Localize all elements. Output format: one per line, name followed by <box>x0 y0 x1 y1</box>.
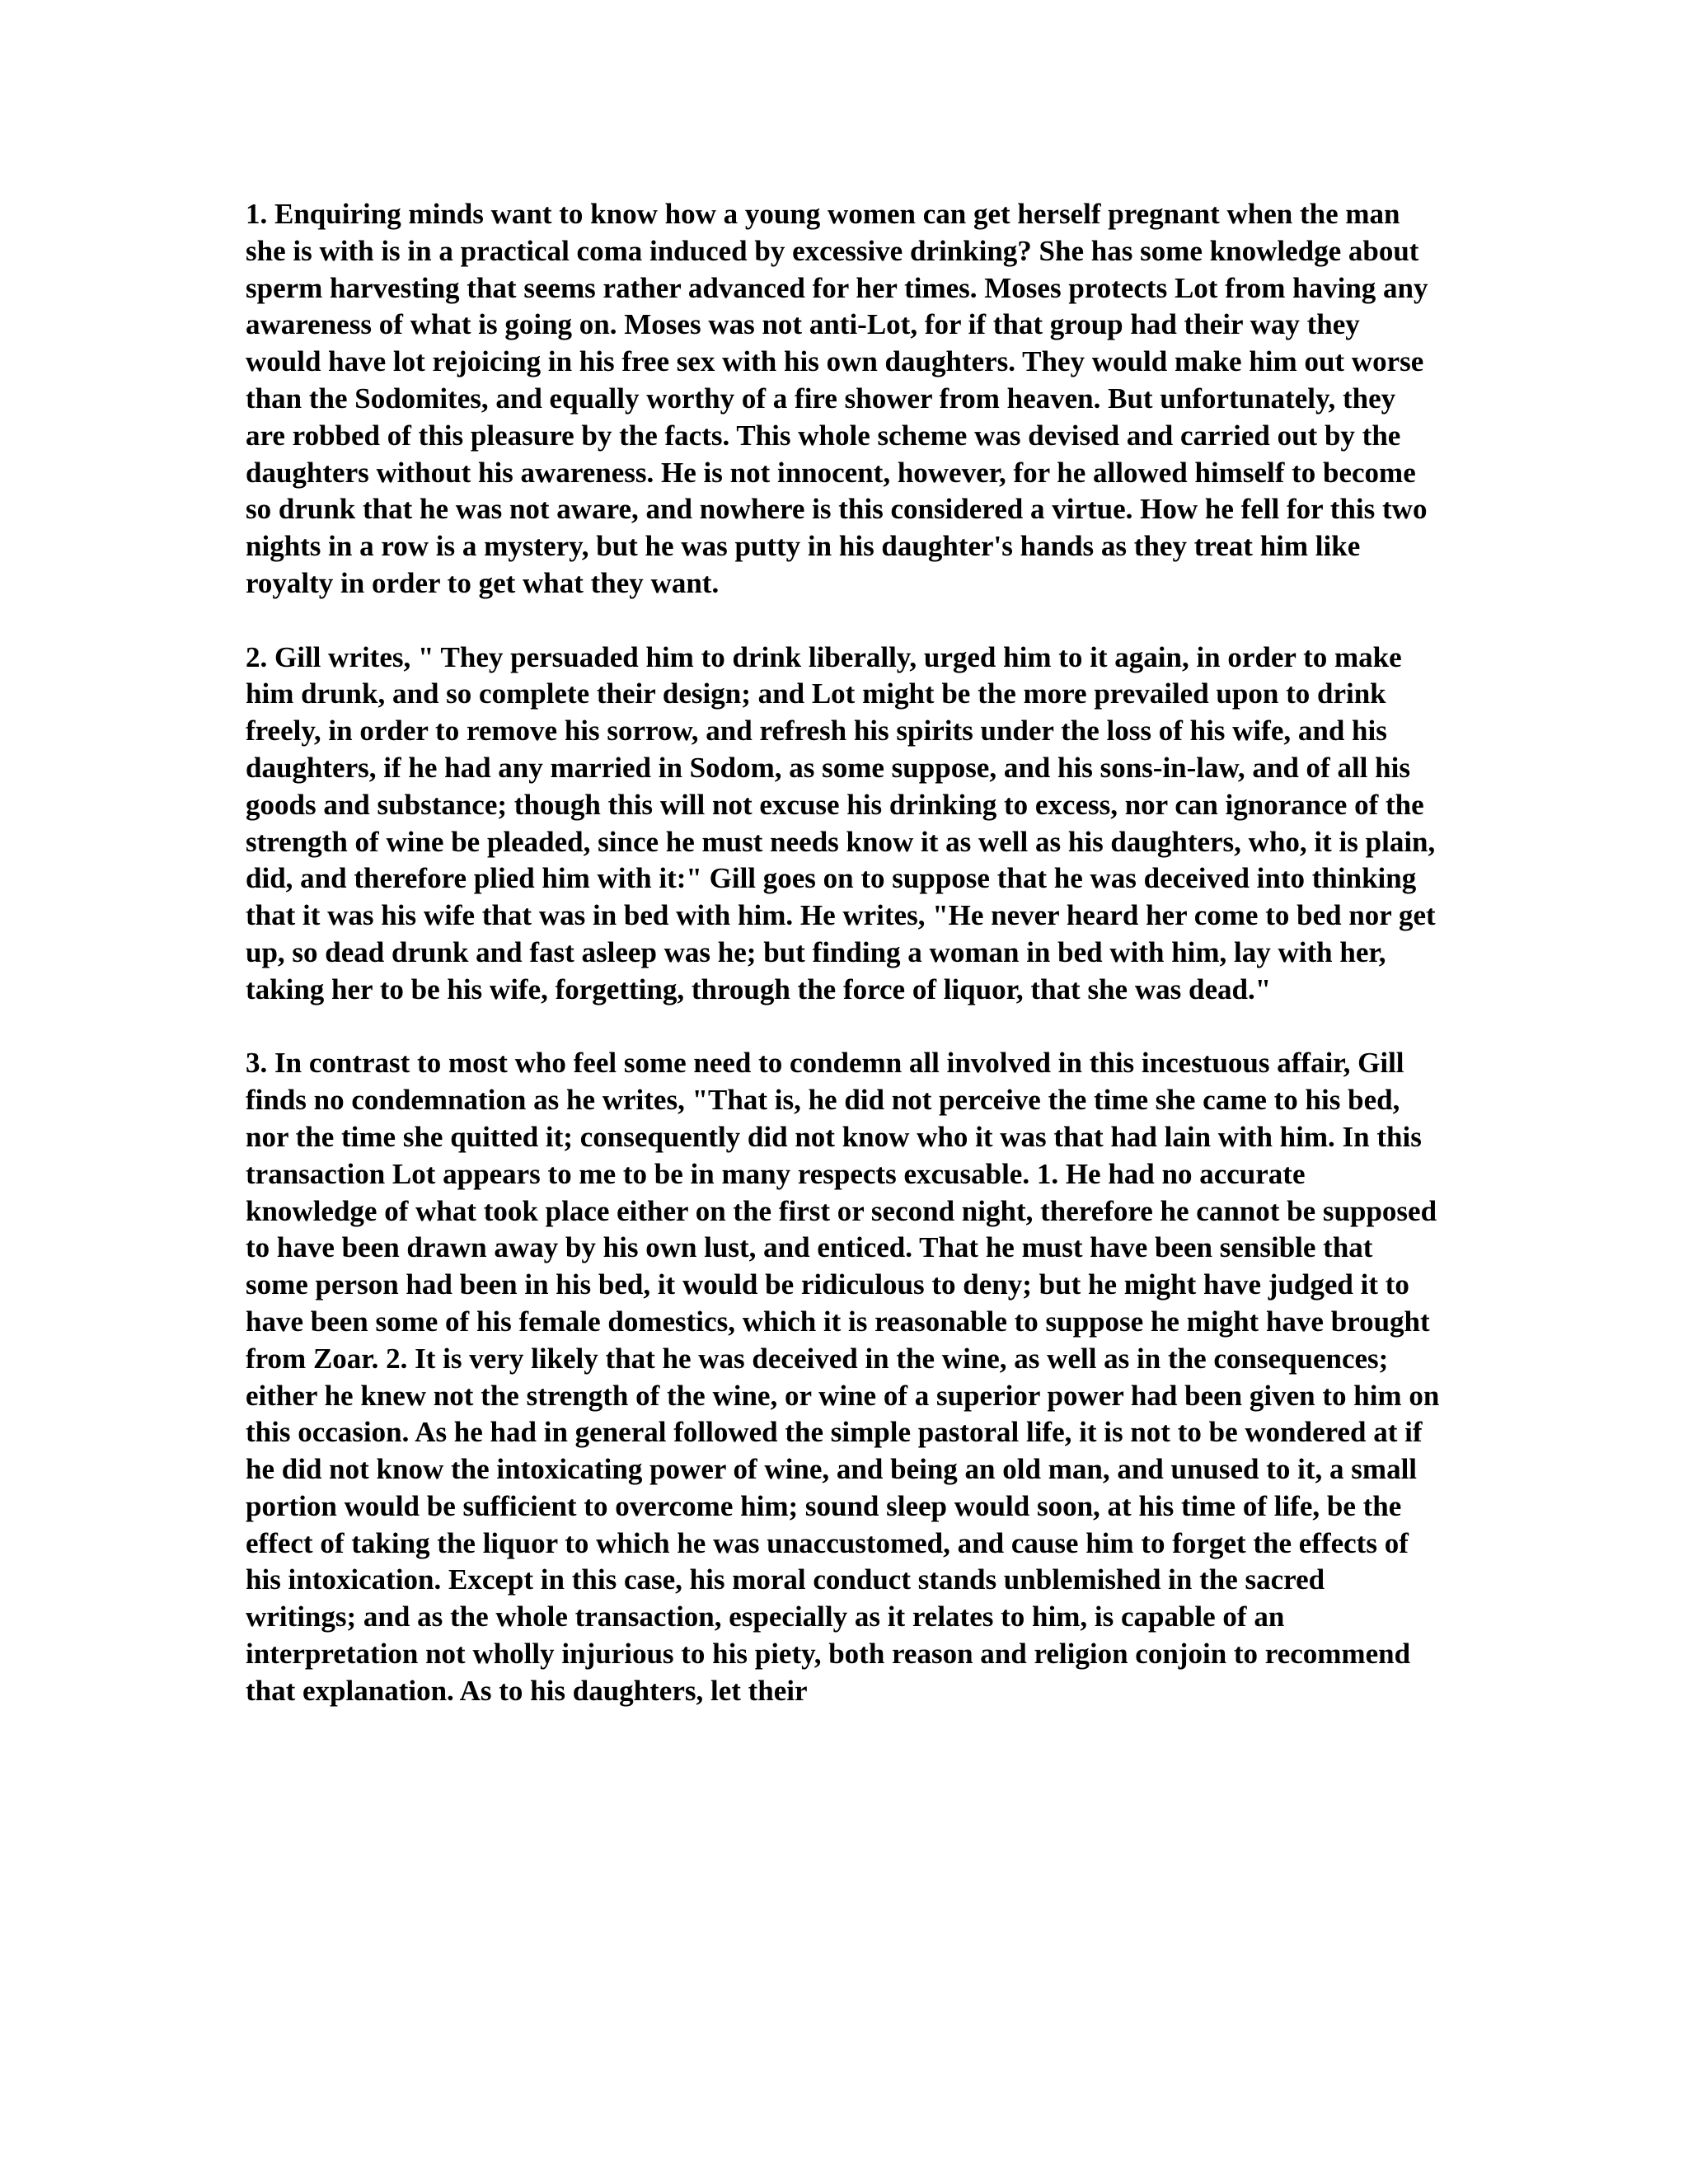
body-text <box>246 196 1441 1710</box>
paragraph-3: 3. In contrast to most who feel some need to condemn all involved in this incestuous affair, Gill finds no condemnation as he writes, "That is, he did not perceive the time she came to his bed, nor the time she quitted it; consequently did not know who it was that had lain with him. In this transaction Lot appears to me to be in many respects excusable. 1. He had no accurate knowledge of what took place either on the first or second night, therefore he cannot be supposed to have been drawn away by his own lust, and enticed. That he must have been sensible that some person had been in his bed, it would be ridiculous to deny; but he might have judged it to have been some of his female domestics, which it is reasonable to suppose he might have brought from Zoar. 2. It is very likely that he was deceived in the wine, as well as in the consequences; either he knew not the strength of the wine, or wine of a superior power had been given to him on this occasion. As he had in general followed the simple pastoral life, it is not to be wondered at if he did not know the intoxicating power of wine, and being an old man, and unused to it, a small portion would be sufficient to overcome him; sound sleep would soon, at his time of life, be the effect of taking the liquor to which he was unaccustomed, and cause him to forget the effects of his intoxication. Except in this case, his moral conduct stands unblemished in the sacred writings; and as the whole transaction, especially as it relates to him, is capable of an interpretation not wholly injurious to his piety, both reason and religion conjoin to recommend that explanation. As to his daughters, let their <box>246 1047 1440 1707</box>
paragraph-1: 1. Enquiring minds want to know how a young women can get herself pregnant when the man she is with is in a practical coma induced by excessive drinking? She has some knowledge about sperm harvesting that seems rather advanced for her times. Moses protects Lot from having any awareness of what is going on. Moses was not anti-Lot, for if that group had their way they would have lot rejoicing in his free sex with his own daughters. They would make him out worse than the Sodomites, and equally worthy of a fire shower from heaven. But unfortunately, they are robbed of this pleasure by the facts. This whole scheme was devised and carried out by the daughters without his awareness. He is not innocent, however, for he allowed himself to become so drunk that he was not aware, and nowhere is this considered a virtue. How he fell for this two nights in a row is a mystery, but he was putty in his daughter's hands as they treat him like royalty in order to get what they want. <box>246 198 1428 599</box>
paragraph-2: 2. Gill writes, " They persuaded him to drink liberally, urged him to it again, in order to make him drunk, and so complete their design; and Lot might be the more prevailed upon to drink freely, in order to remove his sorrow, and refresh his spirits under the loss of his wife, and his daughters, if he had any married in Sodom, as some suppose, and his sons-in-law, and of all his goods and substance; though this will not excuse his drinking to excess, nor can ignorance of the strength of wine be pleaded, since he must needs know it as well as his daughters, who, it is plain, did, and therefore plied him with it:" Gill goes on to suppose that he was deceived into thinking that it was his wife that was in bed with him. He writes, "He never heard her come to bed nor get up, so dead drunk and fast asleep was he; but finding a woman in bed with him, lay with her, taking her to be his wife, forgetting, through the force of liquor, that she was dead." <box>246 640 1436 1005</box>
